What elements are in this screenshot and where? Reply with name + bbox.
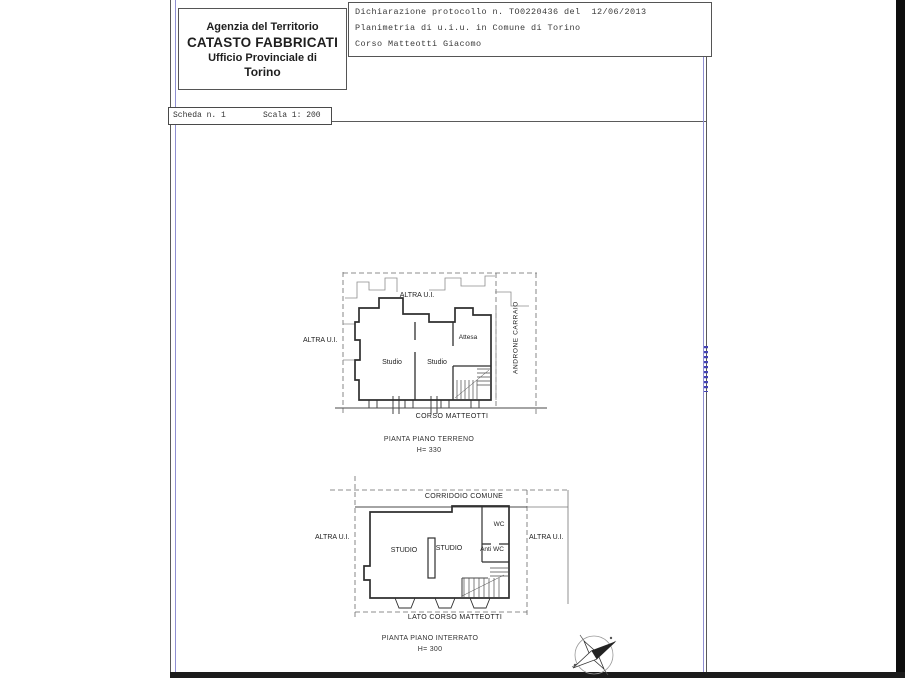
scale-value: Scala 1: 200 xyxy=(263,111,321,120)
neighbor-unit-walls xyxy=(343,276,529,400)
office-city: Torino xyxy=(244,65,281,79)
sheet-number: Scheda n. 1 xyxy=(173,111,226,120)
staircase xyxy=(462,568,508,598)
cadastre-title: CATASTO FABBRICATI xyxy=(186,35,339,50)
center-wall xyxy=(428,538,435,578)
compass-rose-icon xyxy=(570,631,618,678)
scan-edge-bottom xyxy=(170,672,905,678)
scan-edge-right xyxy=(896,0,905,678)
basement-plan-drawing xyxy=(312,484,572,626)
label-corso-matteotti: CORSO MATTEOTTI xyxy=(415,413,489,420)
sheet-scale-box xyxy=(168,107,332,125)
label-altra-ui-top: ALTRA U.I. xyxy=(399,292,435,299)
label-altra-ui-left: ALTRA U.I. xyxy=(303,337,338,344)
office-line: Ufficio Provinciale di xyxy=(208,52,317,64)
label-studio-left: Studio xyxy=(382,359,402,366)
declaration-protocol-line: Dichiarazione protocollo n. TO0220436 del 12/06/2013 xyxy=(355,7,647,17)
planimetria-line: Planimetria di u.i.u. in Comune di Torino xyxy=(355,23,581,33)
wc-walls xyxy=(482,506,509,562)
label-lato-corso-matteotti: LATO CORSO MATTEOTTI xyxy=(407,614,503,621)
label-studio-center-basement: STUDIO xyxy=(435,545,463,552)
label-studio-left-basement: STUDIO xyxy=(390,547,418,554)
label-attesa: Attesa xyxy=(458,334,478,341)
blue-vertical-signature-mark xyxy=(704,346,708,392)
agency-header-box xyxy=(178,8,347,90)
frame-left-blue-line xyxy=(175,0,176,678)
declaration-box xyxy=(348,2,712,57)
basement-caption: PIANTA PIANO INTERRATO xyxy=(381,635,479,642)
unit-outer-wall xyxy=(355,298,491,400)
label-altra-ui-right-basement: ALTRA U.I. xyxy=(529,534,564,541)
address-line: Corso Matteotti Giacomo xyxy=(355,39,482,49)
boundary-dashed-lines xyxy=(343,272,537,415)
basement-height: H= 300 xyxy=(417,646,443,653)
ground-floor-caption: PIANTA PIANO TERRENO xyxy=(383,436,475,443)
street-front-details xyxy=(369,396,479,414)
label-corridoio-comune: CORRIDOIO COMUNE xyxy=(424,493,504,500)
ground-floor-height: H= 330 xyxy=(416,447,442,454)
label-wc: WC xyxy=(493,521,505,528)
frame-left-line xyxy=(170,0,171,678)
label-anti-wc: Anti WC xyxy=(480,546,504,553)
staircase xyxy=(455,369,490,399)
street-front-details xyxy=(395,598,490,608)
label-altra-ui-left-basement: ALTRA U.I. xyxy=(315,534,350,541)
label-androne-carraio: ANDRONE CARRAIO xyxy=(512,301,520,374)
label-studio-right: Studio xyxy=(427,359,447,366)
agency-name: Agenzia del Territorio xyxy=(206,21,319,33)
